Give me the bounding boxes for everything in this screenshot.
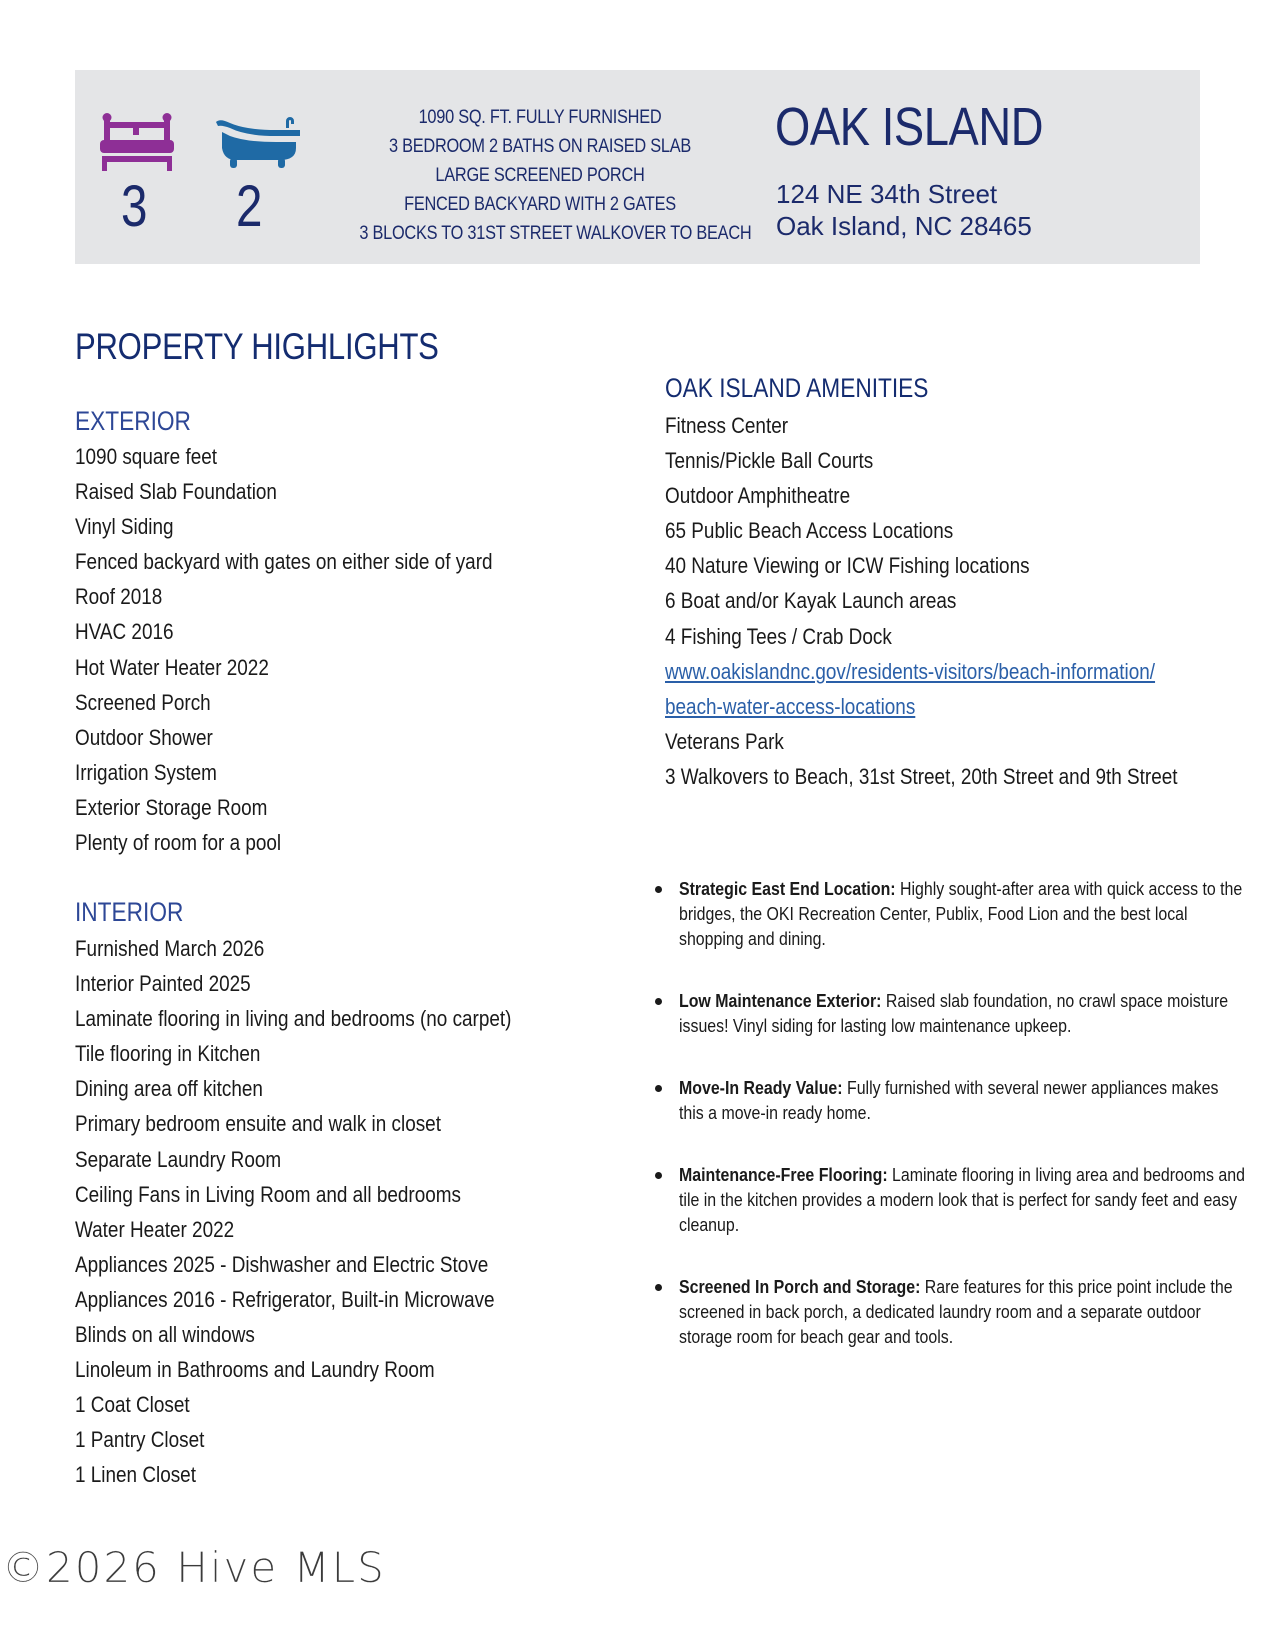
list-item: 1 Pantry Closet <box>75 1427 205 1453</box>
copyright-watermark: ©2026 Hive MLS <box>2 1543 386 1592</box>
beach-access-link[interactable]: www.oakislandnc.gov/residents-visitors/beach-information/ <box>665 658 1156 684</box>
address-city: Oak Island, NC 28465 <box>776 211 1032 241</box>
bathroom-count: 2 <box>236 174 263 239</box>
list-item: 1 Coat Closet <box>75 1392 190 1418</box>
amenities-heading: OAK ISLAND AMENITIES <box>665 373 929 403</box>
town-title: OAK ISLAND <box>775 97 1044 157</box>
list-item: 1 Linen Closet <box>75 1462 196 1488</box>
list-item: Tile flooring in Kitchen <box>75 1041 261 1067</box>
address <box>776 178 1032 242</box>
list-item: Interior Painted 2025 <box>75 971 251 997</box>
list-item: Screened Porch <box>75 689 211 715</box>
exterior-list <box>75 439 561 860</box>
list-item: 40 Nature Viewing or ICW Fishing locations <box>665 553 1030 579</box>
bullet-icon <box>655 1172 662 1179</box>
interior-heading: INTERIOR <box>75 897 184 927</box>
list-item: Water Heater 2022 <box>75 1216 235 1242</box>
list-item: Exterior Storage Room <box>75 794 268 820</box>
selling-point-title: Screened In Porch and Storage: <box>679 1276 921 1297</box>
list-item: Roof 2018 <box>75 584 163 610</box>
selling-point-text: Laminate flooring in living area and bedrooms and tile in the kitchen provides a modern look that is perfect for sandy feet and easy cleanup. <box>679 1164 1245 1235</box>
selling-point <box>655 1274 1233 1349</box>
banner-feature: LARGE SCREENED PORCH <box>435 165 645 186</box>
page-title: PROPERTY HIGHLIGHTS <box>75 326 439 367</box>
bedroom-count: 3 <box>121 174 148 239</box>
banner-feature: 3 BLOCKS TO 31ST STREET WALKOVER TO BEACH <box>359 223 752 244</box>
list-item: Plenty of room for a pool <box>75 830 282 856</box>
bullet-icon <box>655 1085 662 1092</box>
selling-point <box>655 1162 1245 1237</box>
list-item: Hot Water Heater 2022 <box>75 654 269 680</box>
list-item: Tennis/Pickle Ball Courts <box>665 448 874 474</box>
list-item: Ceiling Fans in Living Room and all bedrooms <box>75 1181 461 1207</box>
address-street: 124 NE 34th Street <box>776 179 998 209</box>
amenities-link-line-2[interactable] <box>665 689 1178 724</box>
exterior-heading: EXTERIOR <box>75 406 191 436</box>
selling-point-title: Strategic East End Location: <box>679 878 896 899</box>
list-item: Laminate flooring in living and bedrooms (no carpet) <box>75 1006 512 1032</box>
list-item: Vinyl Siding <box>75 514 174 540</box>
amenities-list <box>665 408 1261 794</box>
list-item: 1090 square feet <box>75 444 218 469</box>
selling-point <box>655 876 1243 951</box>
selling-point-text: Highly sought-after area with quick access to the bridges, the OKI Recreation Center, Publix, Food Lion and the best local shopping and dining. <box>679 878 1243 949</box>
banner-feature: 1090 SQ. FT. FULLY FURNISHED <box>418 107 662 128</box>
bullet-icon <box>655 998 662 1005</box>
selling-point-title: Maintenance-Free Flooring: <box>679 1164 888 1185</box>
list-item: 3 Walkovers to Beach, 31st Street, 20th Street and 9th Street <box>665 763 1178 789</box>
list-item: 6 Boat and/or Kayak Launch areas <box>665 588 957 614</box>
banner-features <box>330 103 750 248</box>
list-item: Raised Slab Foundation <box>75 479 277 505</box>
selling-point-title: Move-In Ready Value: <box>679 1077 843 1098</box>
list-item: Irrigation System <box>75 759 217 785</box>
bullet-icon <box>655 886 662 893</box>
banner-feature: 3 BEDROOM 2 BATHS ON RAISED SLAB <box>389 136 691 157</box>
list-item: Dining area off kitchen <box>75 1076 263 1102</box>
bathtub-icon <box>216 114 300 170</box>
list-item: Appliances 2016 - Refrigerator, Built-in Microwave <box>75 1286 495 1312</box>
selling-points-list <box>655 876 1245 1386</box>
list-item: Fitness Center <box>665 413 789 438</box>
selling-point <box>655 988 1229 1038</box>
selling-point-text: Fully furnished with several newer appliances makes this a move-in ready home. <box>679 1077 1219 1123</box>
selling-point <box>655 1075 1219 1125</box>
list-item: Outdoor Amphitheatre <box>665 483 851 509</box>
list-item: Fenced backyard with gates on either side of yard <box>75 549 493 575</box>
banner-feature: FENCED BACKYARD WITH 2 GATES <box>404 194 676 215</box>
list-item: Blinds on all windows <box>75 1322 255 1348</box>
list-item: Separate Laundry Room <box>75 1146 282 1172</box>
list-item: 65 Public Beach Access Locations <box>665 518 954 544</box>
list-item: Linoleum in Bathrooms and Laundry Room <box>75 1357 435 1383</box>
bullet-icon <box>655 1284 662 1291</box>
list-item: Primary bedroom ensuite and walk in closet <box>75 1111 441 1137</box>
beach-access-link-cont[interactable]: beach-water-access-locations <box>665 693 916 719</box>
selling-point-title: Low Maintenance Exterior: <box>679 990 882 1011</box>
list-item: Appliances 2025 - Dishwasher and Electric Stove <box>75 1251 489 1277</box>
list-item: 4 Fishing Tees / Crab Dock <box>665 623 892 649</box>
list-item: HVAC 2016 <box>75 619 174 645</box>
list-item: Veterans Park <box>665 728 784 754</box>
interior-list <box>75 931 583 1493</box>
list-item: Furnished March 2026 <box>75 936 265 961</box>
selling-point-text: Rare features for this price point include the screened in back porch, a dedicated laundry room and a separate outdoor storage room for beach gear and tools. <box>679 1276 1233 1347</box>
list-item: Outdoor Shower <box>75 724 213 750</box>
selling-point-text: Raised slab foundation, no crawl space moisture issues! Vinyl siding for lasting low maintenance upkeep. <box>679 990 1229 1036</box>
amenities-link-line-1[interactable] <box>665 654 1178 689</box>
bed-icon <box>100 113 174 171</box>
